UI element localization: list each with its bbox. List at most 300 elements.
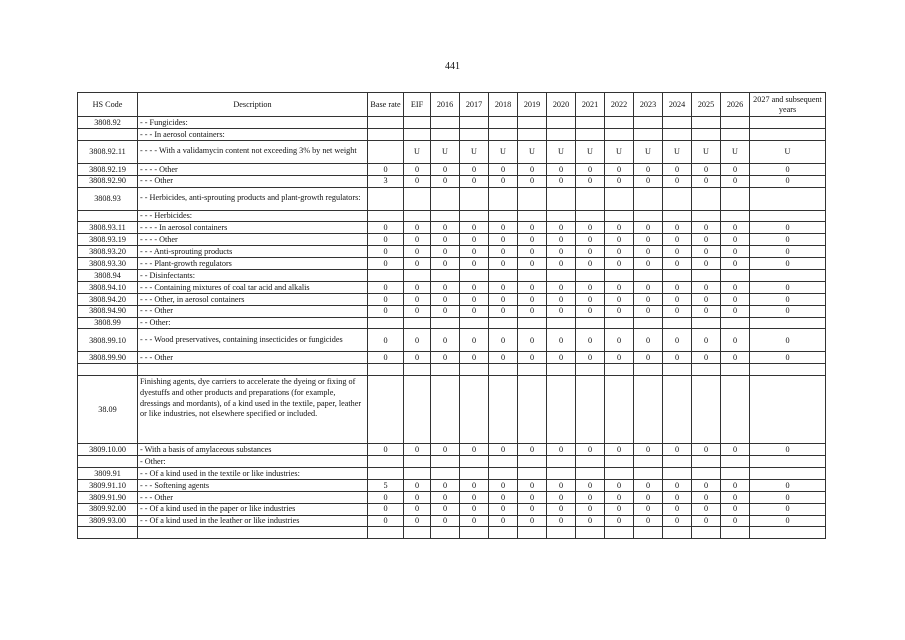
rate-cell	[431, 364, 460, 376]
rate-cell: 0	[663, 515, 692, 527]
rate-cell: 0	[460, 479, 489, 491]
rate-cell: 0	[404, 479, 431, 491]
rate-cell: 0	[721, 293, 750, 305]
rate-cell: 0	[634, 281, 663, 293]
base-rate-cell	[368, 468, 404, 480]
rate-cell: 0	[431, 293, 460, 305]
table-row	[78, 515, 826, 527]
description-cell: - - Disinfectants:	[138, 270, 368, 282]
rate-cell: 0	[750, 175, 826, 187]
rate-cell	[518, 117, 547, 129]
rate-cell: 0	[692, 163, 721, 175]
hs-code-cell: 3809.91.10	[78, 479, 138, 491]
rate-cell: 0	[605, 503, 634, 515]
table-row	[78, 210, 826, 222]
rate-cell: 0	[518, 444, 547, 456]
rate-cell: 0	[431, 444, 460, 456]
rate-cell	[404, 270, 431, 282]
rate-cell: 0	[576, 222, 605, 234]
rate-cell: 0	[431, 305, 460, 317]
rate-cell: 0	[634, 246, 663, 258]
rate-cell: 0	[605, 293, 634, 305]
rate-cell: 0	[605, 281, 634, 293]
rate-cell: 0	[404, 281, 431, 293]
rate-cell: U	[576, 140, 605, 163]
rate-cell	[518, 187, 547, 210]
rate-cell: 0	[663, 479, 692, 491]
description-cell: - - - Softening agents	[138, 479, 368, 491]
rate-cell: 0	[404, 163, 431, 175]
rate-cell: 0	[431, 234, 460, 246]
description-cell: - - - - With a validamycin content not exceeding 3% by net weight	[138, 140, 368, 163]
rate-cell: 0	[431, 246, 460, 258]
rate-cell: 0	[547, 503, 576, 515]
rate-cell	[576, 527, 605, 539]
rate-cell: U	[692, 140, 721, 163]
rate-cell	[750, 187, 826, 210]
rate-cell	[431, 527, 460, 539]
base-rate-cell	[368, 364, 404, 376]
rate-cell: 0	[547, 281, 576, 293]
rate-cell: 0	[518, 175, 547, 187]
rate-cell: 0	[460, 281, 489, 293]
rate-cell: 0	[431, 281, 460, 293]
rate-cell: 0	[518, 234, 547, 246]
rate-cell: 0	[547, 234, 576, 246]
rate-cell	[750, 128, 826, 140]
rate-cell: 0	[721, 281, 750, 293]
rate-cell	[489, 317, 518, 329]
hs-code-cell	[78, 456, 138, 468]
rate-cell: 0	[750, 352, 826, 364]
rate-cell	[663, 210, 692, 222]
rate-cell: 0	[605, 222, 634, 234]
rate-cell: 0	[431, 503, 460, 515]
rate-cell: 0	[692, 444, 721, 456]
base-rate-cell: 0	[368, 222, 404, 234]
rate-cell	[692, 376, 721, 444]
hs-code-cell: 3809.92.00	[78, 503, 138, 515]
rate-cell	[634, 456, 663, 468]
column-header: 2023	[634, 93, 663, 117]
rate-cell: U	[605, 140, 634, 163]
rate-cell	[692, 468, 721, 480]
base-rate-cell	[368, 210, 404, 222]
rate-cell: 0	[404, 503, 431, 515]
rate-cell	[489, 376, 518, 444]
rate-cell: U	[634, 140, 663, 163]
rate-cell: U	[547, 140, 576, 163]
table-row	[78, 222, 826, 234]
rate-cell: 0	[634, 163, 663, 175]
base-rate-cell: 5	[368, 479, 404, 491]
column-header: 2024	[663, 93, 692, 117]
rate-cell: 0	[750, 444, 826, 456]
rate-cell	[460, 527, 489, 539]
description-cell: - - Fungicides:	[138, 117, 368, 129]
rate-cell: 0	[460, 329, 489, 352]
rate-cell	[692, 270, 721, 282]
rate-cell	[404, 187, 431, 210]
rate-cell: 0	[634, 305, 663, 317]
rate-cell: 0	[663, 246, 692, 258]
rate-cell: 0	[460, 444, 489, 456]
rate-cell	[605, 187, 634, 210]
table-row	[78, 305, 826, 317]
rate-cell: 0	[547, 329, 576, 352]
rate-cell: 0	[460, 491, 489, 503]
rate-cell	[547, 364, 576, 376]
rate-cell	[547, 187, 576, 210]
rate-cell	[460, 456, 489, 468]
base-rate-cell: 0	[368, 293, 404, 305]
rate-cell	[547, 317, 576, 329]
rate-cell: U	[663, 140, 692, 163]
rate-cell	[692, 210, 721, 222]
hs-code-cell	[78, 364, 138, 376]
rate-cell	[431, 210, 460, 222]
rate-cell	[404, 456, 431, 468]
rate-cell: 0	[547, 479, 576, 491]
rate-cell	[431, 456, 460, 468]
rate-cell: 0	[489, 352, 518, 364]
description-cell: - - - Herbicides:	[138, 210, 368, 222]
rate-cell	[750, 456, 826, 468]
column-header: 2016	[431, 93, 460, 117]
rate-cell	[663, 270, 692, 282]
rate-cell: 0	[547, 444, 576, 456]
column-header: HS Code	[78, 93, 138, 117]
rate-cell: 0	[404, 246, 431, 258]
rate-cell	[489, 270, 518, 282]
rate-cell	[721, 527, 750, 539]
rate-cell: 0	[489, 305, 518, 317]
rate-cell: 0	[721, 163, 750, 175]
base-rate-cell	[368, 187, 404, 210]
hs-code-cell: 3808.92	[78, 117, 138, 129]
rate-cell: 0	[692, 329, 721, 352]
rate-cell: 0	[460, 352, 489, 364]
column-header: Description	[138, 93, 368, 117]
description-cell: - - - Plant-growth regulators	[138, 258, 368, 270]
rate-cell: 0	[634, 503, 663, 515]
rate-cell: 0	[605, 444, 634, 456]
table-body	[78, 117, 826, 539]
rate-cell	[489, 527, 518, 539]
rate-cell: 0	[721, 305, 750, 317]
rate-cell: 0	[692, 234, 721, 246]
rate-cell: U	[750, 140, 826, 163]
rate-cell	[605, 364, 634, 376]
rate-cell	[518, 364, 547, 376]
rate-cell: 0	[750, 515, 826, 527]
table-row	[78, 376, 826, 444]
column-header: Base rate	[368, 93, 404, 117]
rate-cell: 0	[489, 258, 518, 270]
rate-cell	[547, 128, 576, 140]
table-row	[78, 468, 826, 480]
rate-cell	[721, 468, 750, 480]
rate-cell	[547, 210, 576, 222]
rate-cell	[431, 187, 460, 210]
rate-cell: 0	[721, 479, 750, 491]
rate-cell: 0	[634, 515, 663, 527]
rate-cell: 0	[663, 163, 692, 175]
rate-cell	[576, 456, 605, 468]
rate-cell	[460, 364, 489, 376]
rate-cell	[605, 527, 634, 539]
rate-cell	[634, 128, 663, 140]
description-cell: - - Of a kind used in the textile or like industries:	[138, 468, 368, 480]
rate-cell: 0	[547, 175, 576, 187]
rate-cell	[460, 270, 489, 282]
rate-cell: 0	[547, 515, 576, 527]
rate-cell	[518, 270, 547, 282]
rate-cell	[547, 468, 576, 480]
rate-cell: 0	[605, 163, 634, 175]
rate-cell: 0	[576, 305, 605, 317]
description-cell	[138, 364, 368, 376]
description-cell: - - - - Other	[138, 163, 368, 175]
rate-cell	[634, 376, 663, 444]
rate-cell: 0	[634, 258, 663, 270]
rate-cell: 0	[404, 444, 431, 456]
hs-code-cell: 3808.94	[78, 270, 138, 282]
rate-cell	[431, 468, 460, 480]
table-row	[78, 329, 826, 352]
rate-cell	[605, 468, 634, 480]
rate-cell: 0	[547, 163, 576, 175]
rate-cell: 0	[518, 305, 547, 317]
rate-cell: 0	[634, 444, 663, 456]
rate-cell: 0	[663, 305, 692, 317]
rate-cell	[634, 317, 663, 329]
rate-cell: 0	[750, 491, 826, 503]
rate-cell: 0	[692, 515, 721, 527]
rate-cell	[404, 376, 431, 444]
rate-cell	[404, 317, 431, 329]
rate-cell: 0	[518, 281, 547, 293]
table-row	[78, 175, 826, 187]
rate-cell: 0	[547, 246, 576, 258]
rate-cell: 0	[576, 444, 605, 456]
rate-cell	[663, 376, 692, 444]
rate-cell	[634, 117, 663, 129]
rate-cell: 0	[489, 293, 518, 305]
rate-cell: 0	[404, 515, 431, 527]
rate-cell	[692, 187, 721, 210]
rate-cell: 0	[431, 479, 460, 491]
rate-cell: 0	[404, 234, 431, 246]
rate-cell	[634, 270, 663, 282]
rate-cell: 0	[750, 222, 826, 234]
hs-code-cell: 3808.93.19	[78, 234, 138, 246]
rate-cell: 0	[518, 479, 547, 491]
rate-cell: 0	[634, 479, 663, 491]
rate-cell: 0	[404, 222, 431, 234]
column-header: 2027 and subsequent years	[750, 93, 826, 117]
rate-cell	[518, 468, 547, 480]
rate-cell	[576, 117, 605, 129]
rate-cell	[721, 117, 750, 129]
rate-cell: 0	[404, 491, 431, 503]
base-rate-cell: 0	[368, 444, 404, 456]
rate-cell: 0	[404, 352, 431, 364]
rate-cell: 0	[547, 352, 576, 364]
rate-cell	[431, 128, 460, 140]
hs-code-cell: 3808.92.19	[78, 163, 138, 175]
rate-cell	[721, 270, 750, 282]
rate-cell: 0	[663, 281, 692, 293]
rate-cell	[431, 317, 460, 329]
column-header: 2020	[547, 93, 576, 117]
rate-cell: 0	[692, 258, 721, 270]
rate-cell	[404, 468, 431, 480]
rate-cell	[721, 317, 750, 329]
rate-cell	[692, 128, 721, 140]
hs-code-cell	[78, 210, 138, 222]
rate-cell	[489, 117, 518, 129]
column-header: 2017	[460, 93, 489, 117]
base-rate-cell: 0	[368, 515, 404, 527]
rate-cell: 0	[547, 258, 576, 270]
rate-cell: 0	[576, 175, 605, 187]
rate-cell	[518, 456, 547, 468]
rate-cell	[634, 187, 663, 210]
rate-cell: 0	[634, 175, 663, 187]
rate-cell	[460, 317, 489, 329]
rate-cell: 0	[431, 222, 460, 234]
rate-cell	[605, 117, 634, 129]
base-rate-cell	[368, 128, 404, 140]
rate-cell	[489, 128, 518, 140]
base-rate-cell	[368, 140, 404, 163]
description-cell	[138, 527, 368, 539]
rate-cell: 0	[460, 293, 489, 305]
rate-cell: 0	[721, 258, 750, 270]
hs-code-cell: 3809.93.00	[78, 515, 138, 527]
description-cell: - - Other:	[138, 317, 368, 329]
rate-cell	[489, 187, 518, 210]
rate-cell: 0	[460, 503, 489, 515]
rate-cell: 0	[576, 515, 605, 527]
rate-cell: 0	[692, 479, 721, 491]
hs-code-cell: 3808.92.11	[78, 140, 138, 163]
rate-cell: 0	[634, 329, 663, 352]
rate-cell: 0	[489, 491, 518, 503]
rate-cell: 0	[663, 352, 692, 364]
hs-code-cell: 38.09	[78, 376, 138, 444]
rate-cell: 0	[692, 175, 721, 187]
rate-cell	[404, 117, 431, 129]
rate-cell	[692, 456, 721, 468]
table-row	[78, 270, 826, 282]
rate-cell	[605, 128, 634, 140]
rate-cell	[489, 468, 518, 480]
hs-code-cell: 3808.93.20	[78, 246, 138, 258]
description-cell: - - - Other	[138, 175, 368, 187]
rate-cell: 0	[489, 479, 518, 491]
rate-cell: 0	[404, 175, 431, 187]
rate-cell: 0	[518, 352, 547, 364]
rate-cell: U	[431, 140, 460, 163]
hs-code-cell: 3808.99	[78, 317, 138, 329]
rate-cell: 0	[489, 234, 518, 246]
rate-cell: 0	[489, 175, 518, 187]
rate-cell	[460, 117, 489, 129]
rate-cell: 0	[605, 258, 634, 270]
rate-cell	[692, 117, 721, 129]
rate-cell: 0	[460, 175, 489, 187]
rate-cell: 0	[721, 352, 750, 364]
base-rate-cell: 0	[368, 329, 404, 352]
description-cell: - With a basis of amylaceous substances	[138, 444, 368, 456]
rate-cell: 0	[692, 222, 721, 234]
table-row	[78, 444, 826, 456]
table-row	[78, 187, 826, 210]
rate-cell	[721, 128, 750, 140]
rate-cell	[547, 527, 576, 539]
rate-cell	[489, 456, 518, 468]
rate-cell	[576, 187, 605, 210]
table-header-row	[78, 93, 826, 117]
rate-cell: 0	[721, 515, 750, 527]
rate-cell: 0	[547, 491, 576, 503]
base-rate-cell	[368, 117, 404, 129]
rate-cell: 0	[721, 175, 750, 187]
rate-cell	[404, 364, 431, 376]
rate-cell: 0	[576, 479, 605, 491]
rate-cell: 0	[692, 503, 721, 515]
rate-cell: 0	[750, 329, 826, 352]
column-header: EIF	[404, 93, 431, 117]
hs-code-cell: 3809.91.90	[78, 491, 138, 503]
description-cell: - - - - Other	[138, 234, 368, 246]
description-cell: - - - Containing mixtures of coal tar acid and alkalis	[138, 281, 368, 293]
table-row	[78, 246, 826, 258]
rate-cell	[750, 527, 826, 539]
rate-cell: U	[404, 140, 431, 163]
rate-cell: 0	[431, 175, 460, 187]
hs-code-cell: 3808.93.11	[78, 222, 138, 234]
rate-cell: 0	[692, 281, 721, 293]
hs-code-cell: 3809.10.00	[78, 444, 138, 456]
hs-code-cell: 3809.91	[78, 468, 138, 480]
rate-cell: 0	[460, 246, 489, 258]
rate-cell: 0	[605, 246, 634, 258]
table-row	[78, 317, 826, 329]
description-cell: - - - In aerosol containers:	[138, 128, 368, 140]
page-number: 441	[445, 61, 460, 72]
table-row	[78, 258, 826, 270]
rate-cell: 0	[518, 491, 547, 503]
tariff-schedule-table	[77, 92, 826, 539]
rate-cell: 0	[489, 503, 518, 515]
base-rate-cell: 0	[368, 491, 404, 503]
column-header: 2025	[692, 93, 721, 117]
table-row	[78, 128, 826, 140]
rate-cell: 0	[489, 222, 518, 234]
description-cell: - - - - In aerosol containers	[138, 222, 368, 234]
table-row	[78, 503, 826, 515]
rate-cell	[692, 364, 721, 376]
base-rate-cell	[368, 456, 404, 468]
rate-cell: 0	[605, 175, 634, 187]
rate-cell: 0	[663, 258, 692, 270]
hs-code-cell: 3808.99.90	[78, 352, 138, 364]
rate-cell: 0	[750, 479, 826, 491]
description-cell: - - - Other	[138, 352, 368, 364]
